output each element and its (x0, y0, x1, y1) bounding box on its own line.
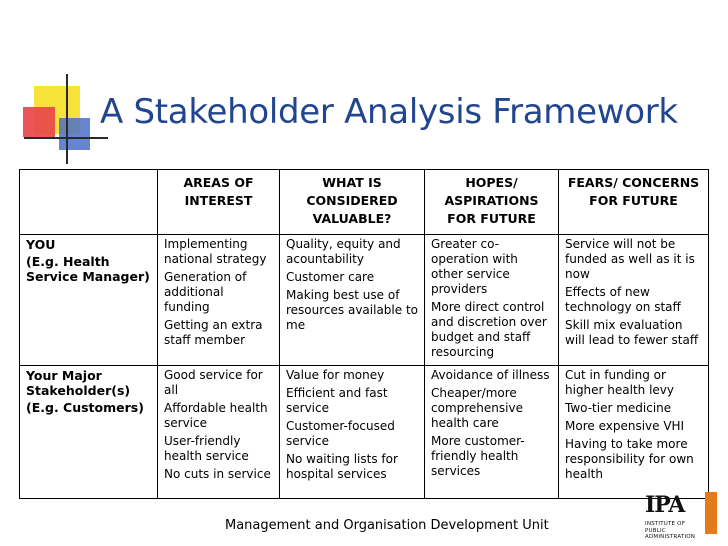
cell-item: Getting an extra staff member (164, 318, 263, 347)
cell-item: Generation of additional funding (164, 270, 247, 314)
table-corner-cell (20, 170, 158, 235)
cell-item: Cut in funding or higher health levy (565, 368, 675, 397)
cell-item: Having to take more responsibility for own health (565, 437, 694, 481)
row-header-stakeholders (20, 366, 158, 499)
ipa-logo-bar (705, 492, 717, 534)
cell-item: Customer care (286, 270, 375, 284)
cell-item: Avoidance of illness (431, 368, 550, 382)
title-ornament-horizontal-line (24, 137, 108, 139)
cell-item: Making best use of resources available to me (286, 288, 418, 332)
cell-item: Effects of new technology on staff (565, 285, 681, 314)
column-header-considered-valuable: WHAT IS CONSIDERED VALUABLE? (280, 170, 425, 235)
title-ornament-red-square (23, 107, 55, 137)
table-cell (280, 235, 425, 366)
ipa-logo-mark: IPA (645, 492, 685, 518)
cell-item: Service will not be funded as well as it is now (565, 237, 695, 281)
table-cell (158, 235, 280, 366)
cell-item: More customer-friendly health services (431, 434, 525, 478)
table-cell (425, 366, 559, 499)
table-cell (559, 235, 709, 366)
slide-title: A Stakeholder Analysis Framework (100, 92, 678, 132)
cell-item: Customer-focused service (286, 419, 395, 448)
table-row-you (20, 235, 709, 366)
title-ornament-blue-square (59, 118, 90, 150)
cell-item: Cheaper/more comprehensive health care (431, 386, 523, 430)
cell-item: More direct control and discretion over budget and staff resourcing (431, 300, 547, 359)
row-header-line: (E.g. Health Service Manager) (26, 254, 150, 284)
table-cell (280, 366, 425, 499)
cell-item: No cuts in service (164, 467, 271, 481)
cell-item: No waiting lists for hospital services (286, 452, 398, 481)
cell-item: Value for money (286, 368, 385, 382)
cell-item: Affordable health service (164, 401, 268, 430)
table-cell (559, 366, 709, 499)
row-header-line: YOU (26, 237, 56, 252)
column-header-fears-concerns: FEARS/ CONCERNS FOR FUTURE (559, 170, 709, 235)
column-header-areas-of-interest: AREAS OF INTEREST (158, 170, 280, 235)
cell-item: Good service for all (164, 368, 263, 397)
column-header-hopes-aspirations: HOPES/ ASPIRATIONS FOR FUTURE (425, 170, 559, 235)
table-cell (425, 235, 559, 366)
cell-item: Two-tier medicine (565, 401, 672, 415)
stakeholder-table (19, 169, 709, 499)
row-header-line: Your Major Stakeholder(s) (26, 368, 131, 398)
cell-item: User-friendly health service (164, 434, 249, 463)
title-ornament-vertical-line (66, 74, 68, 164)
ipa-logo (645, 492, 725, 544)
cell-item: Efficient and fast service (286, 386, 388, 415)
cell-item: More expensive VHI (565, 419, 685, 433)
slide-footer: Management and Organisation Development Unit (225, 518, 549, 533)
row-header-line: (E.g. Customers) (26, 400, 144, 415)
cell-item: Skill mix evaluation will lead to fewer staff (565, 318, 699, 347)
row-header-you (20, 235, 158, 366)
cell-item: Implementing national strategy (164, 237, 267, 266)
table-cell (158, 366, 280, 499)
table-row-stakeholders (20, 366, 709, 499)
cell-item: Quality, equity and acountability (286, 237, 401, 266)
cell-item: Greater co-operation with other service providers (431, 237, 518, 296)
ipa-logo-subtitle: INSTITUTE OF PUBLIC ADMINISTRATION (645, 521, 696, 540)
table-header-row (20, 170, 709, 235)
